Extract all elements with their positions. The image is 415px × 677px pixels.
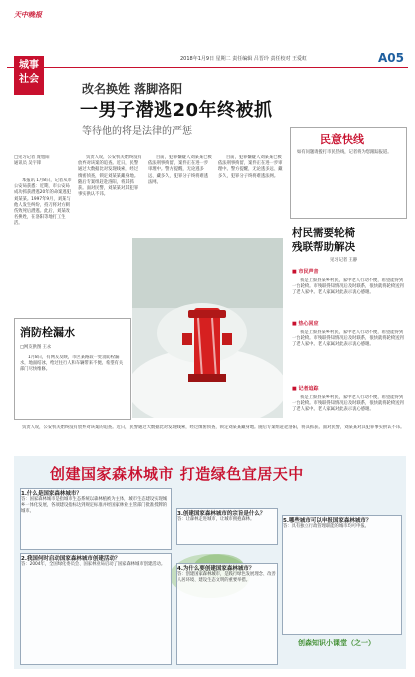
side-body-text-3: 我是上蔡县某乡村民，家中老人行动不便，希望能得到一台轮椅。市残联得知情况后及时联系，很快就将轮椅送到了老人家中。老人家属对此表示衷心感谢。	[292, 395, 404, 413]
photo-caption	[20, 355, 125, 415]
side-tag-2: ■ 热心回应	[292, 321, 319, 327]
fire-hydrant-photo	[132, 238, 283, 418]
brief-subtitle: 如有问题请拨打市民热线，记者将为您跟踪报道。	[297, 150, 392, 155]
dateline: 2018年1月9日 星期二 责任编辑 吕晋玲 责任校对 王爱虹	[180, 56, 308, 62]
section-line-2: 社会	[19, 74, 39, 85]
qa-question-5: 5.哪些城市可以申报国家森林城市？	[283, 518, 372, 524]
story-column-1	[14, 178, 72, 313]
qa-question-2: 2.我国何时启动国家森林城市创建活动？	[21, 556, 121, 562]
qa-question-1: 1.什么是国家森林城市？	[21, 491, 82, 497]
banner-logo: 创森知识小课堂（之一）	[298, 639, 375, 647]
qa-answer-3: 答：让森林走进城市，让城市拥抱森林。	[177, 517, 255, 522]
section-line-1: 城事	[19, 60, 39, 71]
side-tag-1: ■ 市民声音	[292, 269, 319, 275]
qa-card-5	[282, 515, 402, 635]
masthead-logo: 天中晚报	[14, 11, 42, 19]
photo-byline: □网友供图 王永	[20, 345, 52, 350]
story-col4-text: 目前，犯罪嫌疑人刘某某已被依法刑事拘留，案件正在进一步审理中。警方提醒，无论逃多远、藏多久，犯罪分子终将难逃法网。	[218, 155, 283, 179]
qa-card-2	[20, 553, 172, 665]
side-byline: 见习记者 王静	[330, 258, 358, 263]
story-column-3	[148, 155, 212, 235]
banner-title: 创建国家森林城市 打造绿色宜居天中	[50, 465, 304, 483]
section-badge	[14, 56, 44, 95]
story-column-2	[78, 155, 142, 235]
story-col1-text: 本报讯 1月8日，记者从市公安局获悉：近期，市公安局成功抓获潜逃20年的命案逃犯刘某某。1997年9月，刘某与他人发生纠纷，持刀将对方刺伤致死后潜逃。此后，刘某改名换姓，在洛阳等地打工生活。	[14, 178, 72, 227]
brief-title: 民意快线	[320, 133, 364, 146]
story-kicker: 改名换姓 落脚洛阳	[82, 82, 183, 96]
qa-card-3	[176, 508, 278, 545]
side-body-text-1: 我是上蔡县某乡村民，家中老人行动不便，希望能得到一台轮椅。市残联得知情况后及时联系，很快就将轮椅送到了老人家中。老人家属对此表示衷心感谢。	[292, 278, 404, 296]
story-deck: 等待他的将是法律的严惩	[82, 126, 192, 137]
side-tag-3: ■ 记者追踪	[292, 386, 319, 392]
qa-question-3: 3.创建国家森林城市的宗旨是什么？	[177, 511, 266, 517]
story-col2-text: 负责人说，公安机关始终没有放弃对该案的追查。近日，民警通过大数据比对发现线索，经过缜密侦查，锁定刘某某藏身地。随后专案组赶赴洛阳，将其抓获。面对民警，刘某某对其犯罪事实供认不讳。	[78, 155, 142, 198]
story-continuation	[14, 425, 406, 453]
story-col3-text: 目前，犯罪嫌疑人刘某某已被依法刑事拘留，案件正在进一步审理中。警方提醒，无论逃多远、藏多久，犯罪分子终将难逃法网。	[148, 155, 212, 185]
qa-answer-5: 答：具有独立行政管理职能的城市均可申报。	[283, 524, 369, 529]
story-headline: 一男子潜逃20年终被抓	[80, 100, 273, 121]
photo-title: 消防栓漏水	[20, 326, 75, 339]
qa-card-1	[20, 488, 172, 550]
qa-answer-1: 答：国家森林城市是指城市生态系统以森林植被为主体，城市生态建设实现城乡一体化发展，各项建设指标达到规定标准并经国家林业主管部门批准授牌的城市。	[21, 497, 168, 515]
side-body-3	[292, 395, 407, 425]
qa-answer-2: 答：2004年，全国绿化委员会、国家林业局启动了国家森林城市创建活动。	[21, 562, 166, 567]
header-rule	[7, 67, 408, 68]
photo-caption-text: 1月8日，有网友反映，市区某路段一处消防栓漏水，地面结冰，给过往行人和车辆带来不便。希望有关部门尽快维修。	[20, 355, 124, 373]
story-column-4	[218, 155, 284, 235]
qa-question-4: 4.为什么要创建国家森林城市？	[177, 566, 255, 572]
qa-card-4	[176, 563, 278, 665]
story-continuation-text: 负责人说，公安机关始终没有放弃对该案的追查。近日，民警通过大数据比对发现线索，经过缜密侦查，锁定刘某某藏身地。随后专案组赶赴洛阳，将其抓获。面对民警，刘某某对其犯罪事实供认不讳。	[22, 425, 405, 430]
side-body-1	[292, 278, 407, 318]
hydrant-illustration	[132, 238, 283, 418]
side-body-text-2: 我是上蔡县某乡村民，家中老人行动不便，希望能得到一台轮椅。市残联得知情况后及时联系，很快就将轮椅送到了老人家中。老人家属对此表示衷心感谢。	[292, 330, 404, 348]
page-number: A05	[378, 51, 404, 65]
qa-answer-4: 答：创建国家森林城市，是践行绿色发展理念、改善人居环境、建设生态文明的重要举措。	[177, 572, 276, 584]
story-byline: □见习记者 庞旭阳 通讯员 吴宇锋	[14, 155, 50, 167]
side-body-2	[292, 330, 407, 380]
side-headline: 村民需要轮椅 残联帮助解决	[292, 227, 355, 253]
